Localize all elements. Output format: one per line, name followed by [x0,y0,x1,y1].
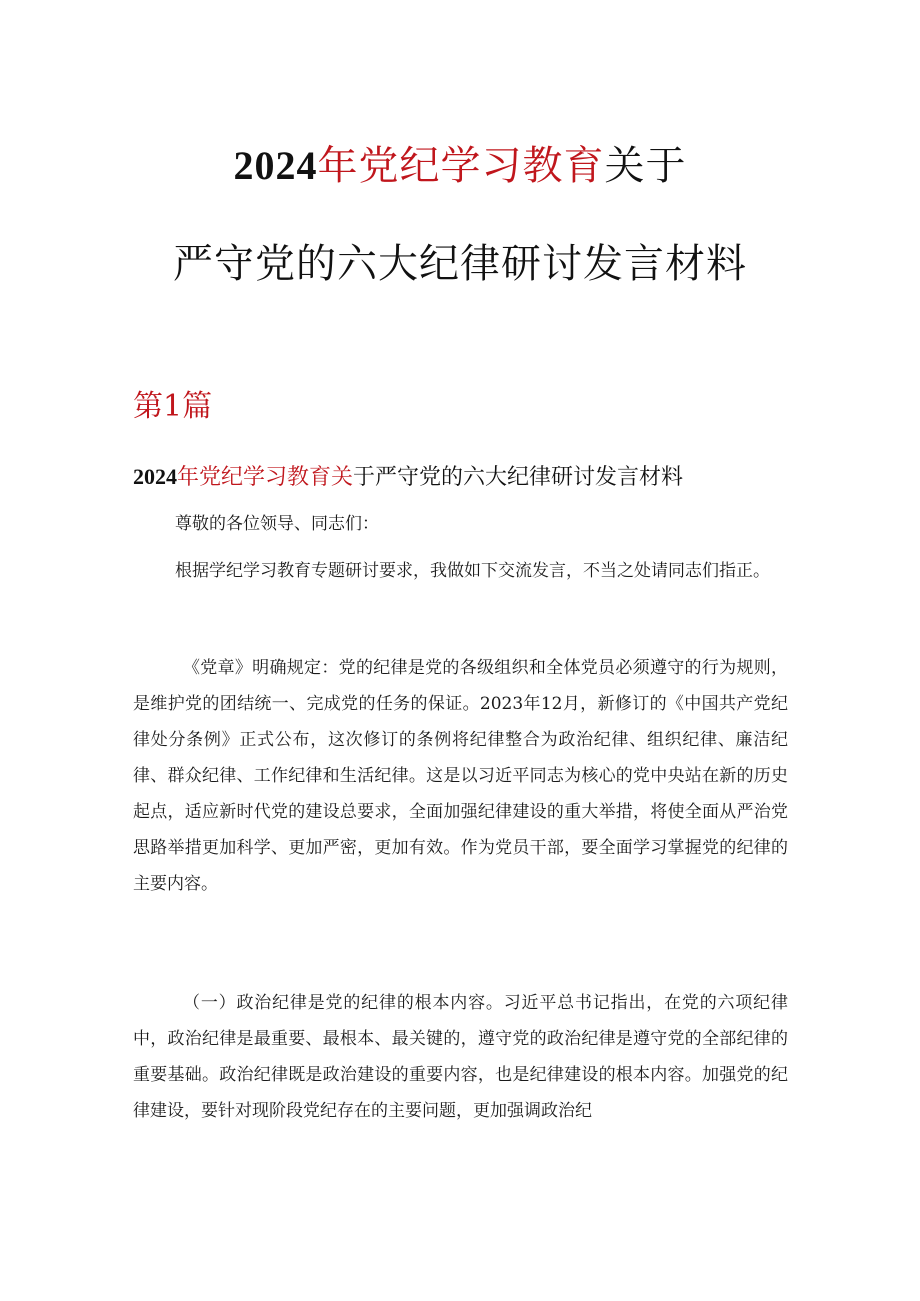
title-year: 2024 [233,143,318,188]
title-dark-part: 关于 [604,143,687,189]
title-red-part: 年党纪学习教育 [317,143,605,189]
greeting: 尊敬的各位领导、同志们： [175,514,379,534]
subtitle-red-part: 年党纪学习教育关 [177,465,354,490]
subtitle-dark-part: 于严守党的六大纪律研讨发言材料 [353,465,684,490]
paragraph-2: 《党章》明确规定：党的纪律是党的各级组织和全体党员必须遵守的行为规则，是维护党的团结统一、完成党的任务的保证。2023年12月，新修订的《中国共产党纪律处分条例》正式公布，这次修订的条例将纪律整合为政治纪律、组织纪律、廉洁纪律、群众纪律、工作纪律和生活纪律。这是以习近平同志为核心的党中央站在新的历史起点，适应新时代党的建设总要求，全面加强纪律建设的重大举措，将使全面从严治党思路举措更加科学、更加严密，更加有效。作为党员干部，要全面学习掌握党的纪律的主要内容。 [133,658,788,894]
paragraph-3: （一）政治纪律是党的纪律的根本内容。习近平总书记指出，在党的六项纪律中，政治纪律是最重要、最根本、最关键的，遵守党的政治纪律是遵守党的全部纪律的重要基础。政治纪律既是政治建设的重要内容，也是纪律建设的根本内容。加强党的纪律建设，要针对现阶段党纪存在的主要问题，更加强调政治纪 [133,993,788,1121]
document-title-line2: 严守党的六大纪律研讨发言材料 [173,241,747,287]
document-title-line1 [0,138,920,194]
paragraph-1: 根据学纪学习教育专题研讨要求，我做如下交流发言，不当之处请同志们指正。 [175,561,770,581]
subtitle-year: 2024 [133,464,177,489]
article-subtitle [133,460,683,495]
chapter-heading: 第1篇 [133,389,213,424]
